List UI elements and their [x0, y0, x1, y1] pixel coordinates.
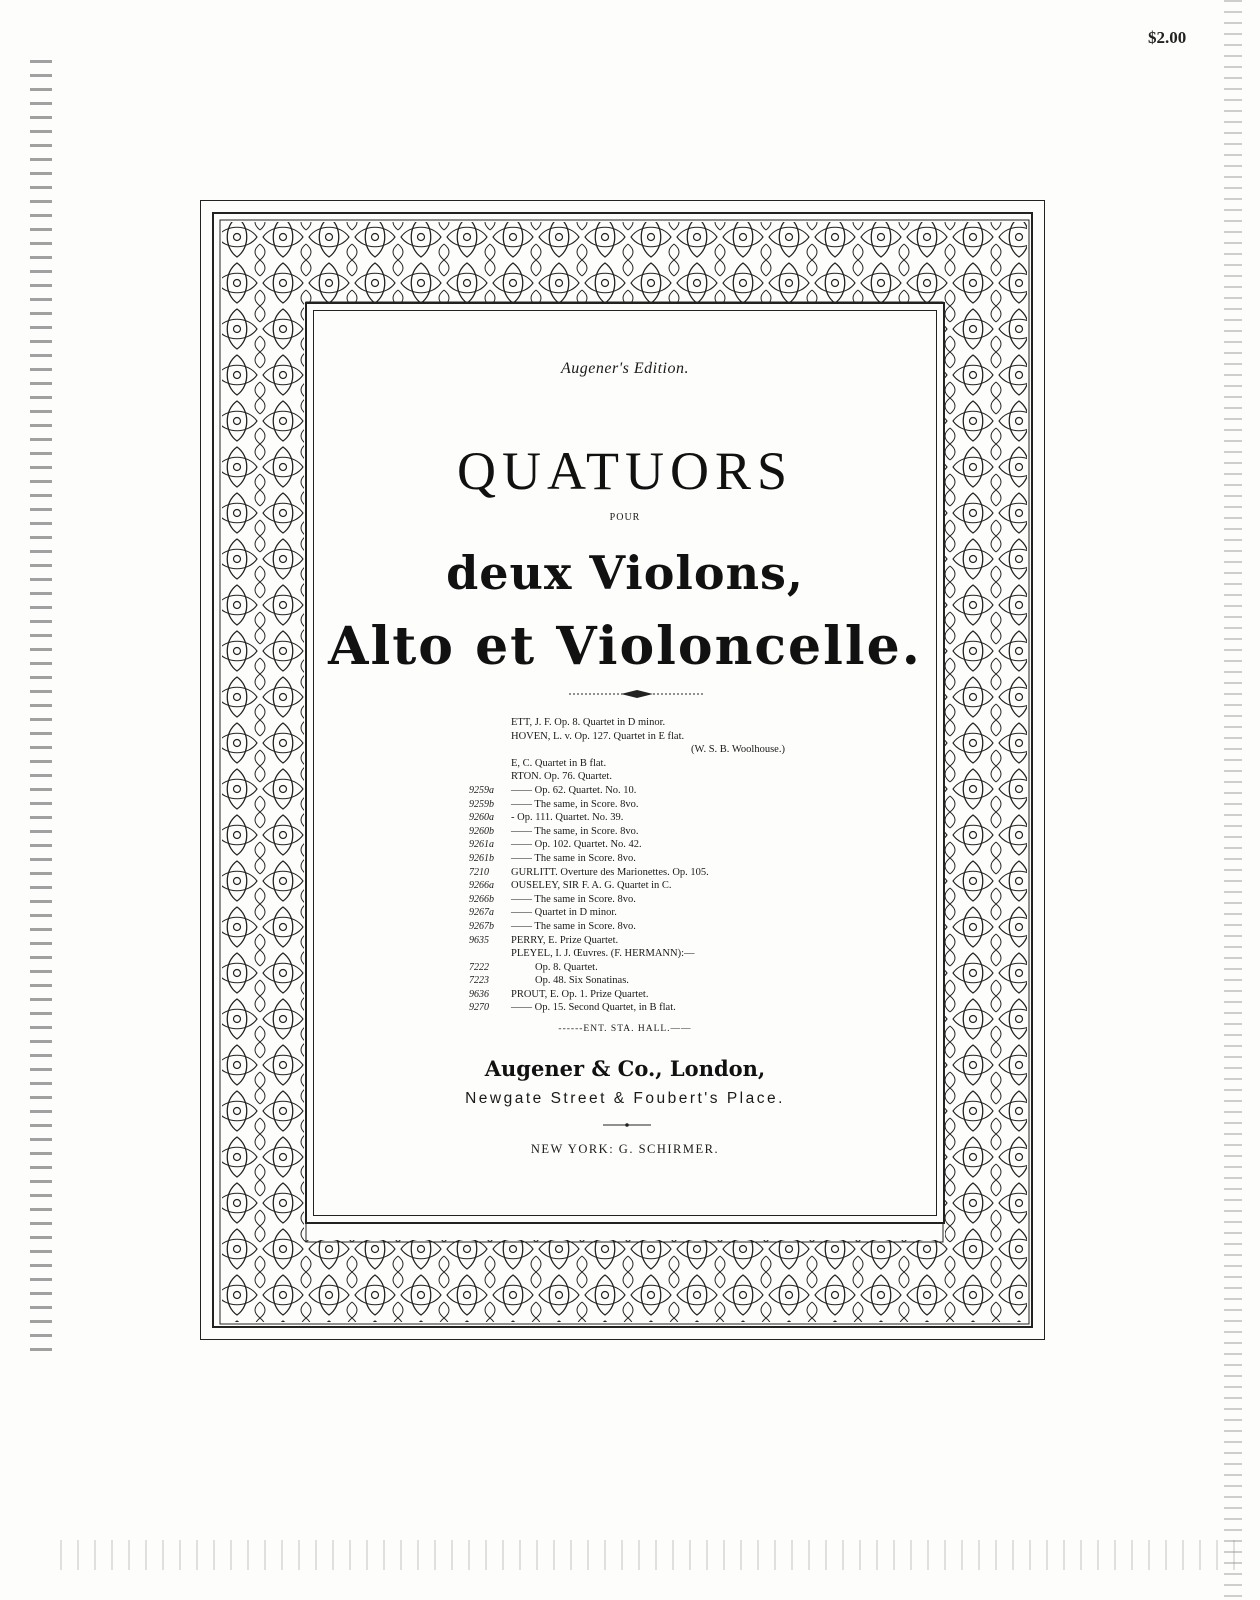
catalog-entry: —— Op. 15. Second Quartet, in B flat. [511, 1002, 676, 1014]
catalog-entry: PLEYEL, I. J. Œuvres. (F. HERMANN):— [511, 948, 695, 960]
catalog-number: 9261a [469, 839, 494, 851]
catalog-row [469, 838, 889, 852]
catalog-row [469, 906, 889, 920]
catalog-list [469, 716, 889, 1015]
edition-label: Augener's Edition. [561, 360, 689, 377]
price-label: $2.00 [1148, 28, 1187, 47]
catalog-entry: HOVEN, L. v. Op. 127. Quartet in E flat. [511, 730, 685, 742]
catalog-number: 9267a [469, 907, 494, 919]
catalog-row [469, 920, 889, 934]
catalog-number [469, 716, 511, 730]
scan-edge-right [1224, 0, 1242, 1600]
catalog-number [469, 743, 511, 757]
catalog-number: 9259a [469, 784, 494, 796]
catalog-number: 7210 [469, 866, 489, 878]
catalog-row [469, 988, 889, 1002]
catalog-row [469, 825, 889, 839]
catalog-entry: E, C. Quartet in B flat. [511, 757, 607, 769]
catalog-number [469, 947, 511, 961]
catalog-entry: —— The same in Score. 8vo. [511, 920, 636, 932]
catalog-number: 9267b [469, 920, 494, 932]
catalog-number: 9260a [469, 812, 494, 824]
catalog-row [469, 798, 889, 812]
catalog-entry: —— Quartet in D minor. [511, 907, 617, 919]
catalog-row [469, 879, 889, 893]
catalog-entry: —— Op. 102. Quartet. No. 42. [511, 839, 642, 851]
catalog-row [469, 961, 889, 975]
catalog-entry: GURLITT. Overture des Marionettes. Op. 105. [511, 866, 709, 878]
catalog-entry: OUSELEY, SIR F. A. G. Quartet in C. [511, 880, 672, 892]
scan-edge-left [30, 60, 52, 1360]
catalog-entry: —— Op. 62. Quartet. No. 10. [511, 784, 637, 796]
catalog-entry: (W. S. B. Woolhouse.) [691, 744, 785, 756]
catalog-entry: —— The same, in Score. 8vo. [511, 798, 639, 810]
catalog-row [469, 784, 889, 798]
catalog-entry: —— The same in Score. 8vo. [511, 893, 636, 905]
catalog-entry: PROUT, E. Op. 1. Prize Quartet. [511, 988, 649, 1000]
catalog-row [469, 974, 889, 988]
catalog-number: 9266b [469, 893, 494, 905]
catalog-entry: Op. 8. Quartet. [535, 961, 598, 973]
catalog-entry: —— The same, in Score. 8vo. [511, 825, 639, 837]
catalog-row [469, 730, 889, 744]
scan-specks [60, 1540, 1240, 1570]
catalog-number: 9635 [469, 934, 489, 946]
catalog-entry: ETT, J. F. Op. 8. Quartet in D minor. [511, 717, 666, 728]
page-title: QUATUORS [456, 441, 794, 501]
ent-sta-hall: ------ENT. STA. HALL.—— [558, 1024, 692, 1034]
catalog-number [469, 757, 511, 771]
catalog-entry: - Op. 111. Quartet. No. 39. [511, 812, 624, 824]
catalog-row [469, 866, 889, 880]
catalog-number [469, 770, 511, 784]
catalog-row [469, 1001, 889, 1015]
catalog-number: 9259b [469, 798, 494, 810]
catalog-number: 9261b [469, 852, 494, 864]
catalog-number: 9260b [469, 825, 494, 837]
catalog-row [469, 893, 889, 907]
catalog-number: 7223 [469, 975, 489, 987]
catalog-row [469, 743, 889, 757]
subtitle-line-2: Alto et Violoncelle. [328, 616, 922, 677]
ornament-rule [569, 690, 705, 698]
catalog-entry: —— The same in Score. 8vo. [511, 852, 636, 864]
catalog-row [469, 947, 889, 961]
catalog-row [469, 770, 889, 784]
catalog-number: 7222 [469, 961, 489, 973]
publisher-name: Augener & Co., London, [484, 1056, 766, 1081]
catalog-entry: PERRY, E. Prize Quartet. [511, 934, 619, 946]
publisher-address: Newgate Street & Foubert's Place. [465, 1090, 785, 1107]
new-york-agent: NEW YORK: G. SCHIRMER. [530, 1142, 720, 1156]
catalog-row [469, 852, 889, 866]
catalog-number: 9636 [469, 988, 489, 1000]
catalog-row [469, 934, 889, 948]
catalog-entry: Op. 48. Six Sonatinas. [535, 975, 629, 987]
catalog-number: 9266a [469, 880, 494, 892]
subtitle-line-1: deux Violons, [446, 546, 804, 600]
catalog-entry: RTON. Op. 76. Quartet. [511, 771, 612, 783]
catalog-row [469, 757, 889, 771]
pour-label: POUR [609, 512, 641, 523]
catalog-number: 9270 [469, 1002, 489, 1014]
small-rule [603, 1122, 651, 1128]
catalog-row [469, 716, 889, 730]
catalog-number [469, 730, 511, 744]
title-panel [305, 302, 945, 1224]
catalog-row [469, 811, 889, 825]
